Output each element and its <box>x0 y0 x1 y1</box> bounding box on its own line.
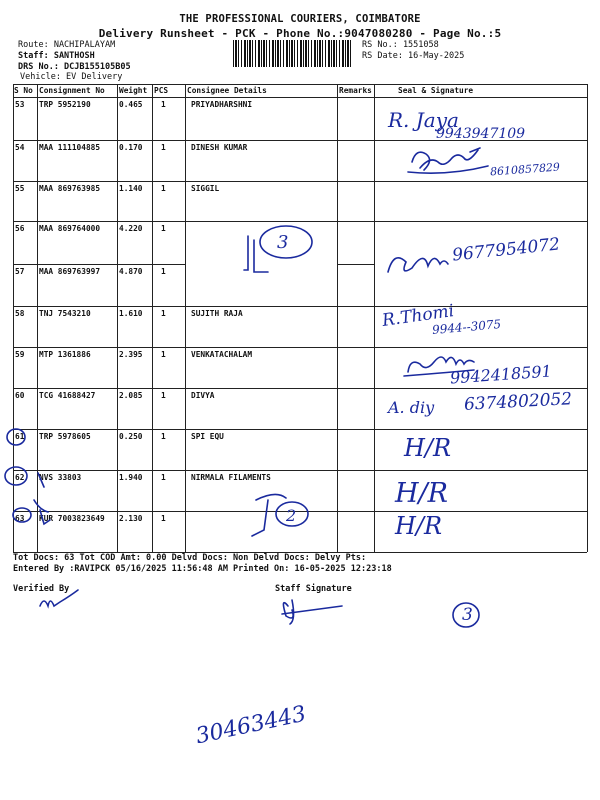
cell-pcs: 1 <box>161 184 166 193</box>
cell-weight: 4.870 <box>119 267 143 276</box>
cell-pcs: 1 <box>161 350 166 359</box>
hw-r56-mark: 3 <box>277 232 289 253</box>
table-column-rule <box>587 84 588 552</box>
verified-by-label: Verified By <box>13 584 70 594</box>
cell-weight: 0.250 <box>119 432 143 441</box>
hw-r60-phone: 6374802052 <box>463 389 573 415</box>
cell-sno: 62 <box>15 473 25 482</box>
table-rule <box>13 84 587 85</box>
company-title: THE PROFESSIONAL COURIERS, COIMBATORE <box>179 13 421 25</box>
hw-hr2: H/R <box>395 478 448 509</box>
table-column-rule <box>13 84 14 552</box>
col-consignment: Consignment No <box>39 86 105 95</box>
table-rule <box>337 264 374 265</box>
cell-consignee: NIRMALA FILAMENTS <box>191 473 271 482</box>
cell-consignment: NVS 33803 <box>39 473 82 482</box>
cell-sno: 59 <box>15 350 25 359</box>
staff-signature-label: Staff Signature <box>275 584 352 594</box>
hw-hr1: H/R <box>404 434 452 462</box>
cell-sno: 57 <box>15 267 25 276</box>
table-column-rule <box>117 84 118 552</box>
table-rule <box>13 181 587 182</box>
cell-weight: 1.140 <box>119 184 143 193</box>
table-rule <box>13 470 587 471</box>
cell-sno: 63 <box>15 514 25 523</box>
hw-r53-name: R. Jaya <box>388 108 459 132</box>
table-rule <box>13 429 587 430</box>
cell-sno: 53 <box>15 100 25 109</box>
cell-pcs: 1 <box>161 473 166 482</box>
table-column-rule <box>337 84 338 552</box>
cell-consignment: TRP 5952190 <box>39 100 91 109</box>
cell-weight: 2.130 <box>119 514 143 523</box>
col-sno: S No <box>14 86 33 95</box>
cell-consignment: MAA 869764000 <box>39 224 101 233</box>
hw-r53-phone: 9943947109 <box>436 126 526 142</box>
table-column-rule <box>185 84 186 552</box>
table-rule <box>13 221 587 222</box>
col-weight: Weight <box>119 86 148 95</box>
cell-consignment: TNJ 7543210 <box>39 309 91 318</box>
cell-consignee: DIVYA <box>191 391 215 400</box>
table-rule <box>13 264 185 265</box>
cell-pcs: 1 <box>161 309 166 318</box>
footer-entered: Entered By :RAVIPCK 05/16/2025 11:56:48 AM Printed On: 16-05-2025 12:23:18 <box>13 564 392 574</box>
cell-weight: 1.610 <box>119 309 143 318</box>
table-rule <box>13 347 587 348</box>
cell-sno: 60 <box>15 391 25 400</box>
cell-pcs: 1 <box>161 143 166 152</box>
cell-consignee: SIGGIL <box>191 184 220 193</box>
hw-r57-phone: 9677954072 <box>451 234 561 266</box>
rs-number: RS No.: 1551058 <box>362 40 439 50</box>
cell-consignment: KUR 7003823649 <box>39 514 105 523</box>
col-pcs: PCS <box>154 86 169 95</box>
cell-consignment: TCG 41688427 <box>39 391 96 400</box>
hw-r60-name: A. diy <box>388 398 435 417</box>
hw-hr3: H/R <box>395 512 443 540</box>
table-rule <box>13 306 587 307</box>
drs-label: DRS No.: DCJB155105B05 <box>18 62 131 72</box>
cell-sno: 61 <box>15 432 25 441</box>
cell-sno: 55 <box>15 184 25 193</box>
cell-consignment: TRP 5978605 <box>39 432 91 441</box>
staff-label: Staff: SANTHOSH <box>18 51 95 61</box>
runsheet-subtitle: Delivery Runsheet - PCK - Phone No.:9047080280 - Page No.:5 <box>98 27 502 40</box>
cell-sno: 54 <box>15 143 25 152</box>
hw-r59-phone: 9942418591 <box>449 361 553 388</box>
cell-consignment: MAA 111104885 <box>39 143 101 152</box>
hw-r58-phone: 9944--3075 <box>431 317 502 337</box>
rs-date: RS Date: 16-May-2025 <box>362 51 465 61</box>
cell-consignee: SPI EQU <box>191 432 224 441</box>
cell-pcs: 1 <box>161 514 166 523</box>
cell-weight: 2.395 <box>119 350 143 359</box>
col-consignee: Consignee Details <box>187 86 267 95</box>
table-rule <box>13 97 587 98</box>
cell-sno: 58 <box>15 309 25 318</box>
vehicle-label: Vehicle: EV Delivery <box>20 72 123 82</box>
hw-r54-phone: 8610857829 <box>489 160 561 179</box>
cell-weight: 2.085 <box>119 391 143 400</box>
col-signature: Seal & Signature <box>398 86 474 95</box>
cell-consignment: MAA 869763985 <box>39 184 101 193</box>
cell-pcs: 1 <box>161 100 166 109</box>
table-rule <box>13 511 587 512</box>
table-rule <box>13 388 587 389</box>
cell-weight: 1.940 <box>119 473 143 482</box>
hw-r63-mark: 2 <box>286 506 297 525</box>
cell-pcs: 1 <box>161 224 166 233</box>
hw-r58-name: R.Thomi <box>380 301 456 331</box>
col-remarks: Remarks <box>339 86 372 95</box>
cell-weight: 0.465 <box>119 100 143 109</box>
cell-consignee: DINESH KUMAR <box>191 143 248 152</box>
cell-pcs: 1 <box>161 267 166 276</box>
table-header <box>13 84 587 97</box>
cell-weight: 4.220 <box>119 224 143 233</box>
cell-weight: 0.170 <box>119 143 143 152</box>
cell-consignee: PRIYADHARSHNI <box>191 100 253 109</box>
cell-pcs: 1 <box>161 391 166 400</box>
barcode <box>233 40 351 67</box>
cell-consignment: MTP 1361886 <box>39 350 91 359</box>
footer-totals: Tot Docs: 63 Tot COD Amt: 0.00 Delvd Docs: Non Delvd Docs: Delvy Pts: <box>13 553 367 563</box>
hw-page-mark: 3 <box>462 605 473 625</box>
route-label: Route: NACHIPALAYAM <box>18 40 116 50</box>
table-column-rule <box>37 84 38 552</box>
table-column-rule <box>374 84 375 552</box>
cell-consignee: SUJITH RAJA <box>191 309 243 318</box>
cell-consignment: MAA 869763997 <box>39 267 101 276</box>
table-column-rule <box>152 84 153 552</box>
cell-sno: 56 <box>15 224 25 233</box>
cell-consignee: VENKATACHALAM <box>191 350 253 359</box>
cell-pcs: 1 <box>161 432 166 441</box>
hw-bottom-number: 30463443 <box>193 701 309 750</box>
